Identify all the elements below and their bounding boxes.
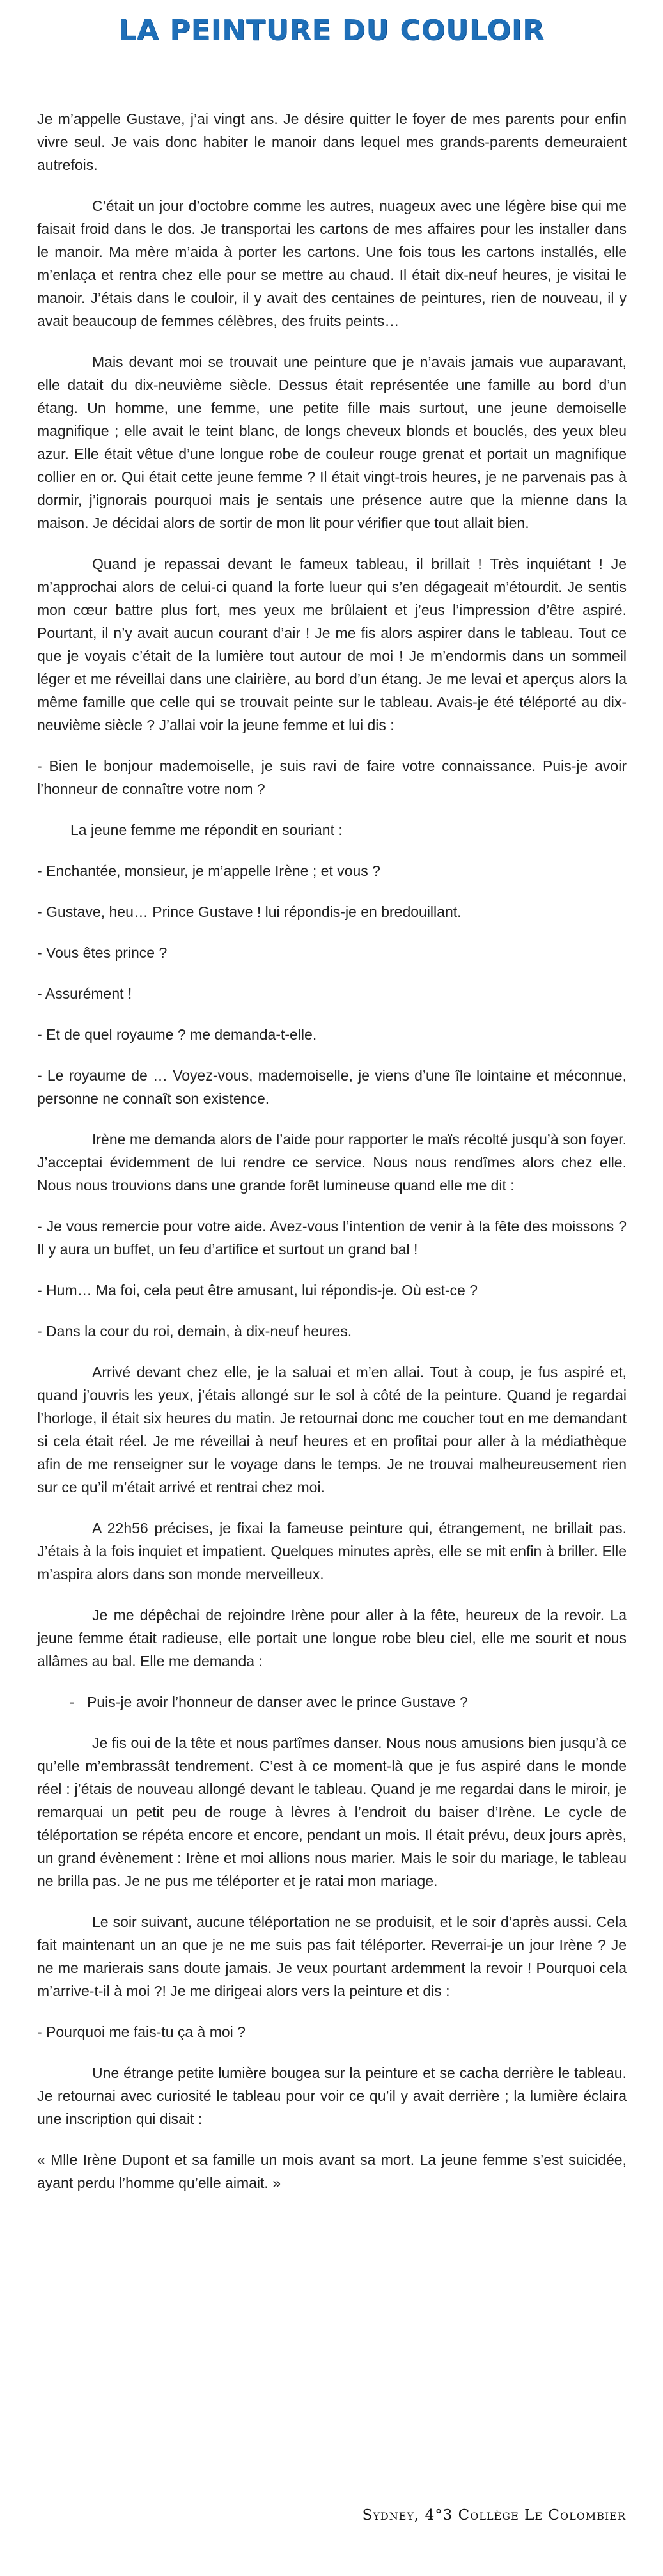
- dialogue-line: - Enchantée, monsieur, je m’appelle Irène ; et vous ?: [37, 863, 380, 879]
- paragraph: A 22h56 précises, je fixai la fameuse peinture qui, étrangement, ne brillait pas. J’étais à la fois inquiet et impatient. Quelques minutes après, elle se mit enfin à briller. Elle m’aspira alors dans son monde merveilleux.: [37, 1520, 627, 1582]
- paragraph: Je m’appelle Gustave, j’ai vingt ans. Je désire quitter le foyer de mes parents pour enfin vivre seul. Je vais donc habiter le manoir dans lequel mes grands-parents demeuraient autrefois.: [37, 111, 627, 173]
- paragraph: Je me dépêchai de rejoindre Irène pour aller à la fête, heureux de la revoir. La jeune femme était radieuse, elle portait une longue robe bleu ciel, elle me sourit et nous allâmes au bal. Elle me demanda :: [37, 1607, 627, 1669]
- paragraph: Irène me demanda alors de l’aide pour rapporter le maïs récolté jusqu’à son foyer. J’acceptai évidemment de lui rendre ce service. Nous nous rendîmes alors chez elle. Nous nous trouvions dans une grande forêt lumineuse quand elle me dit :: [37, 1131, 627, 1194]
- paragraph: Arrivé devant chez elle, je la saluai et m’en allai. Tout à coup, je fus aspiré et, quand j’ouvris les yeux, j’étais allongé sur le sol à côté de la peinture. Quand je regardai l’horloge, il était six heures du matin. Je retournai donc me coucher tout en me demandant si cela était réel. Je me réveillai à neuf heures et en profitai pour aller à la médiathèque afin de me renseigner sur le voyage dans le temps. Je ne trouvai malheureusement rien sur ce qu’il m’était arrivé et rentrai chez moi.: [37, 1364, 627, 1495]
- bullet-dash: -: [69, 1694, 74, 1710]
- dialogue-line: - Gustave, heu… Prince Gustave ! lui répondis-je en bredouillant.: [37, 903, 462, 920]
- paragraph: C’était un jour d’octobre comme les autres, nuageux avec une légère bise qui me faisait froid dans le dos. Je transportai les cartons de mes affaires pour les installer dans le manoir. Ma mère m’aida à porter les cartons. Une fois tous les cartons installés, elle m’enlaça et rentra chez elle pour se mettre au chaud. Il était dix-neuf heures, je visitai le manoir. J’étais dans le couloir, il y avait des centaines de peintures, rien de nouveau, il y avait beaucoup de femmes célèbres, des fruits peints…: [37, 198, 627, 329]
- dialogue-line: - Dans la cour du roi, demain, à dix-neuf heures.: [37, 1323, 352, 1339]
- paragraph: Le soir suivant, aucune téléportation ne se produisit, et le soir d’après aussi. Cela fait maintenant un an que je ne me suis pas fait téléporter. Reverrai-je un jour Irène ? Je ne me marierais sans doute jamais. Je veux pourtant ardemment la revoir ! Pourquoi cela m’arrive-t-il à moi ?! Je me dirigeai alors vers la peinture et dis :: [37, 1914, 627, 1999]
- author-signature: Sydney, 4°3 Collège Le Colombier: [362, 2507, 626, 2524]
- paragraph: Je fis oui de la tête et nous partîmes danser. Nous nous amusions bien jusqu’à ce qu’elle m’embrassât tendrement. C’est à ce moment-là que je fus aspiré dans le monde réel : j’étais de nouveau allongé devant le tableau. Quand je me regardai dans le miroir, je remarquai un petit peu de rouge à lèvres à l’endroit du baiser d’Irène. Le cycle de téléportation se répéta encore et encore, pendant un mois. Il était prévu, deux jours après, un grand évènement : Irène et moi allions nous marier. Mais le soir du mariage, le tableau ne brilla pas. Je ne pus me téléporter et je ratai mon mariage.: [37, 1735, 627, 1889]
- dialogue-line: - Et de quel royaume ? me demanda-t-elle.: [37, 1026, 317, 1043]
- paragraph: Quand je repassai devant le fameux tableau, il brillait ! Très inquiétant ! Je m’approchai alors de celui-ci quand la forte lueur qui s’en dégageait m’étourdit. Je sentis mon cœur battre plus fort, mes yeux me brûlaient et j’eus l’impression d’être aspiré. Pourtant, il n’y avait aucun courant d’air ! Je me fis alors aspirer dans le tableau. Tout ce que je voyais c’était de la lumière tout autour de moi ! Je m’endormis dans un sommeil léger et me réveillai dans une clairière, au bord d’un étang. Je me levai et aperçus alors la même famille que celle qui se trouvait peinte sur le tableau. Avais-je été téléporté au dix-neuvième siècle ? J’allai voir la jeune femme et lui dis :: [37, 556, 627, 733]
- dialogue-line: - Assurément !: [37, 985, 132, 1002]
- paragraph: Une étrange petite lumière bougea sur la peinture et se cacha derrière le tableau. Je retournai avec curiosité le tableau pour voir ce qu’il y avait derrière ; la lumière éclaira une inscription qui disait :: [37, 2065, 627, 2127]
- bullet-text: Puis-je avoir l’honneur de danser avec le prince Gustave ?: [87, 1694, 468, 1710]
- dialogue-line: - Pourquoi me fais-tu ça à moi ?: [37, 2024, 246, 2040]
- paragraph: Mais devant moi se trouvait une peinture que je n’avais jamais vue auparavant, elle datait du dix-neuvième siècle. Dessus était représentée une famille au bord d’un étang. Un homme, une femme, une petite fille mais surtout, une jeune demoiselle magnifique ; elle avait le teint blanc, de longs cheveux blonds et bouclés, des yeux bleu azur. Elle était vêtue d’une longue robe de couleur rouge grenat et portait un magnifique collier en or. Qui était cette jeune femme ? Il était vingt-trois heures, je ne parvenais pas à dormir, j’ignorais pourquoi mais je sentais une présence autre que la mienne dans la maison. Je décidai alors de sortir de mon lit pour vérifier que tout allait bien.: [37, 354, 627, 531]
- dialogue-line: - Hum… Ma foi, cela peut être amusant, lui répondis-je. Où est-ce ?: [37, 1282, 478, 1299]
- dialogue-line: - Le royaume de … Voyez-vous, mademoiselle, je viens d’une île lointaine et méconnue, personne ne connaît son existence.: [37, 1067, 627, 1107]
- paragraph: La jeune femme me répondit en souriant :: [70, 822, 343, 838]
- page-title: LA PEINTURE DU COULOIR: [118, 14, 545, 47]
- dialogue-line: - Vous êtes prince ?: [37, 944, 168, 961]
- closing-quote: « Mlle Irène Dupont et sa famille un mois avant sa mort. La jeune femme s’est suicidée, ayant perdu l’homme qu’elle aimait. »: [37, 2151, 627, 2191]
- bullet-dialogue-line: [37, 1690, 627, 1713]
- dialogue-line: - Bien le bonjour mademoiselle, je suis ravi de faire votre connaissance. Puis-je avoir l’honneur de connaître votre nom ?: [37, 758, 627, 797]
- story-body: [37, 107, 627, 2212]
- dialogue-line: - Je vous remercie pour votre aide. Avez-vous l’intention de venir à la fête des moissons ? Il y aura un buffet, un feu d’artifice et surtout un grand bal !: [37, 1218, 627, 1258]
